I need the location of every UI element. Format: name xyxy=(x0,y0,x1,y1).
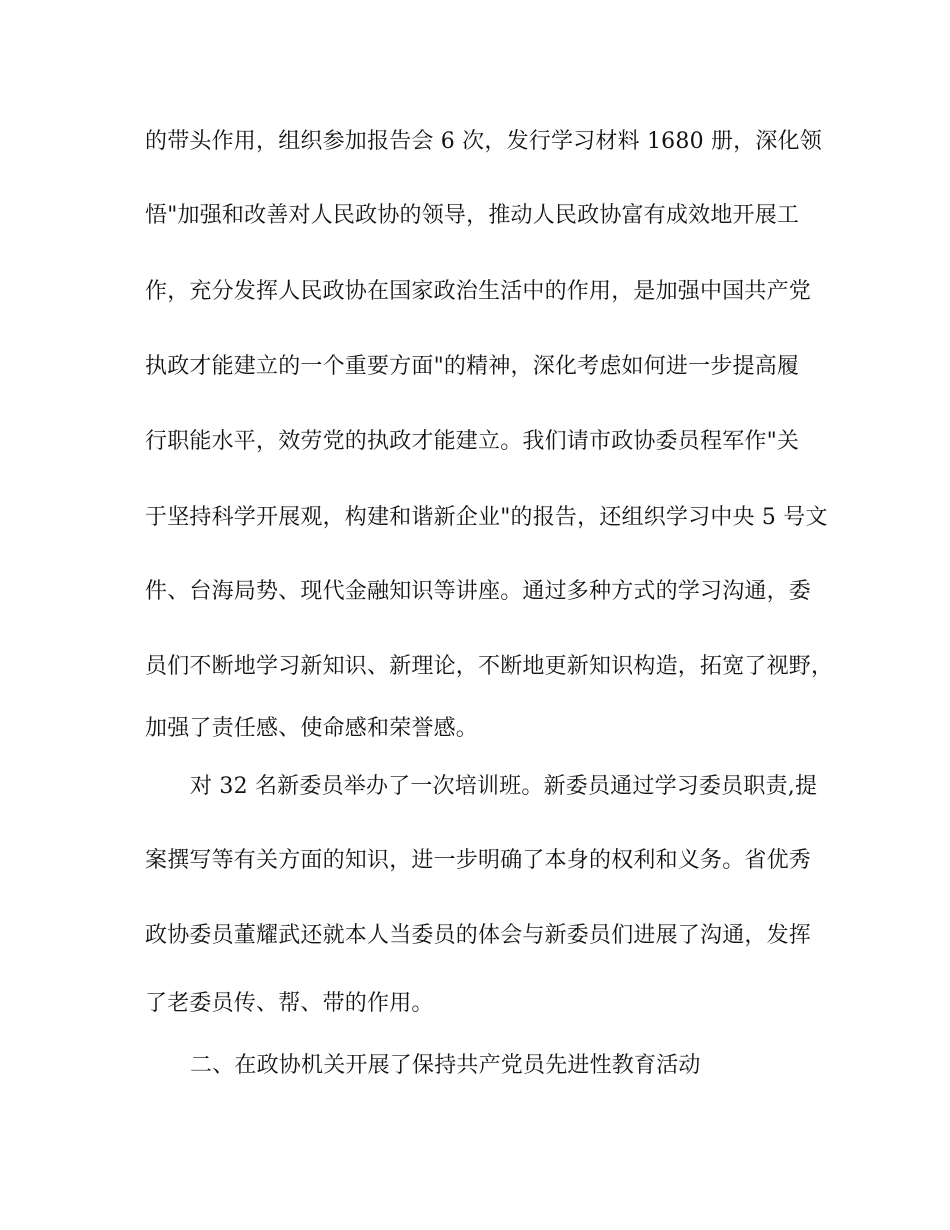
paragraph-2-line-3: 政协委员董耀武还就本人当委员的体会与新委员们进展了沟通，发挥 xyxy=(145,923,812,948)
text-line-8: 员们不断地学习新知识、新理论，不断地更新知识构造，拓宽了视野， xyxy=(145,654,834,679)
text-line-9: 加强了责任感、使命感和荣誉感。 xyxy=(145,716,479,741)
text-line-7: 件、台海局势、现代金融知识等讲座。通过多种方式的学习沟通，委 xyxy=(145,579,812,604)
text-line-5: 行职能水平，效劳党的执政才能建立。我们请市政协委员程军作"关 xyxy=(145,429,800,454)
paragraph-2-line-1: 对 32 名新委员举办了一次培训班。新委员通过学习委员职责,提 xyxy=(190,774,818,799)
text-line-4: 执政才能建立的一个重要方面"的精神，深化考虑如何进一步提高履 xyxy=(145,354,800,379)
text-line-6: 于坚持科学开展观，构建和谐新企业"的报告，还组织学习中央 5 号文 xyxy=(145,505,828,530)
paragraph-2-line-4: 了老委员传、帮、带的作用。 xyxy=(145,991,434,1016)
section-heading: 二、在政协机关开展了保持共产党员先进性教育活动 xyxy=(190,1053,701,1078)
paragraph-2-line-2: 案撰写等有关方面的知识，进一步明确了本身的权利和义务。省优秀 xyxy=(145,848,812,873)
text-line-2: 悟"加强和改善对人民政协的领导，推动人民政协富有成效地开展工 xyxy=(145,203,800,228)
text-line-1: 的带头作用，组织参加报告会 6 次，发行学习材料 1680 册，深化领 xyxy=(145,129,822,154)
text-line-3: 作，充分发挥人民政协在国家政治生活中的作用，是加强中国共产党 xyxy=(145,279,812,304)
